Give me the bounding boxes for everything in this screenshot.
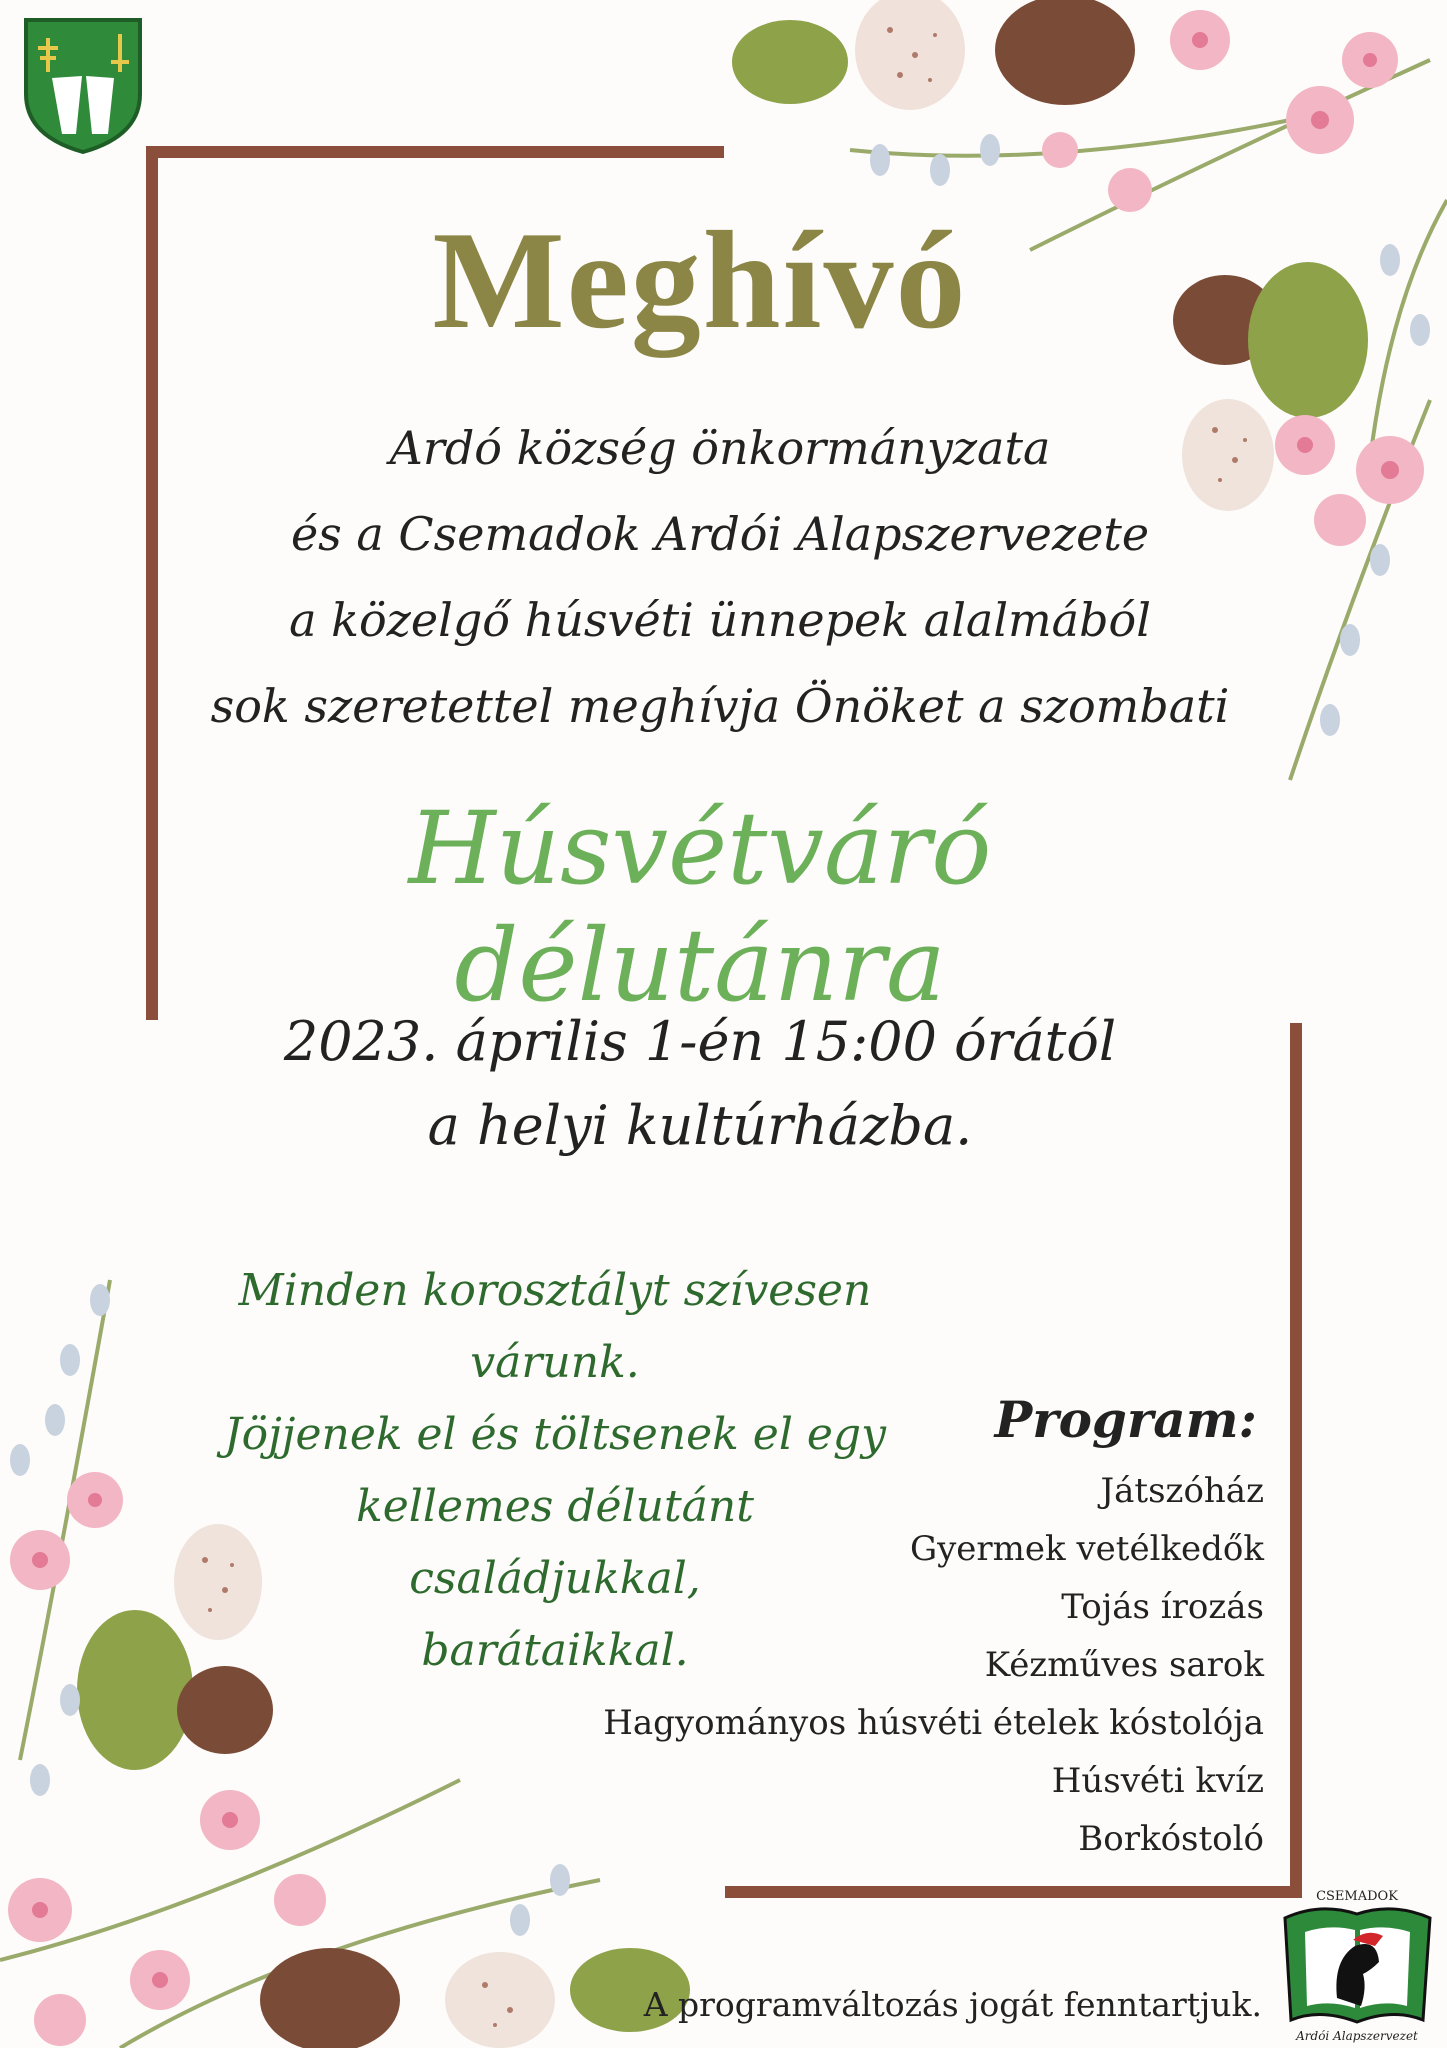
csemadok-logo-bottom-text: Ardói Alapszervezet: [1296, 2029, 1418, 2043]
program-item: Hagyományos húsvéti ételek kóstolója: [603, 1703, 1264, 1743]
frame-bottom-line: [725, 1886, 1302, 1898]
program-item: Gyermek vetélkedők: [909, 1529, 1264, 1569]
intro-line: sok szeretettel meghívja Önöket a szombati: [210, 679, 1230, 733]
program-title: Program:: [994, 1390, 1257, 1449]
program-item: Játszóház: [1100, 1471, 1264, 1511]
welcome-line: Jöjjenek el és töltsenek el egy: [224, 1409, 886, 1460]
intro-line: Ardó község önkormányzata: [389, 421, 1051, 475]
welcome-line: kellemes délutánt családjukkal,: [356, 1481, 754, 1604]
program-item: Tojás írozás: [1061, 1587, 1264, 1627]
csemadok-logo-top-text: CSEMADOK: [1316, 1889, 1398, 1904]
program-item: Húsvéti kvíz: [1051, 1761, 1264, 1801]
program-item: Kézműves sarok: [984, 1645, 1264, 1685]
intro-line: a közelgő húsvéti ünnepek alalmából: [289, 593, 1151, 647]
intro-text: [180, 405, 1260, 749]
event-name: Húsvétváró délutánra: [408, 790, 992, 1024]
csemadok-logo-icon: [1275, 1880, 1440, 2045]
program-list: [603, 1462, 1264, 1868]
event-datetime-block: [200, 1000, 1200, 1168]
intro-line: és a Csemadok Ardói Alapszervezete: [290, 507, 1150, 561]
program-item: Borkóstoló: [1078, 1819, 1264, 1859]
event-datetime: 2023. április 1-én 15:00 órától: [283, 1010, 1117, 1073]
frame-top-line: [146, 146, 724, 158]
welcome-line: barátaikkal.: [421, 1625, 689, 1676]
footer-note: A programváltozás jogát fenntartjuk.: [643, 1985, 1262, 2024]
welcome-line: várunk.: [470, 1337, 640, 1388]
page-title: Meghívó: [432, 203, 968, 358]
coat-of-arms-icon: [22, 16, 144, 156]
frame-right-line: [1290, 1023, 1302, 1898]
event-venue: a helyi kultúrházba.: [427, 1094, 973, 1157]
welcome-line: Minden korosztályt szívesen: [238, 1265, 872, 1316]
